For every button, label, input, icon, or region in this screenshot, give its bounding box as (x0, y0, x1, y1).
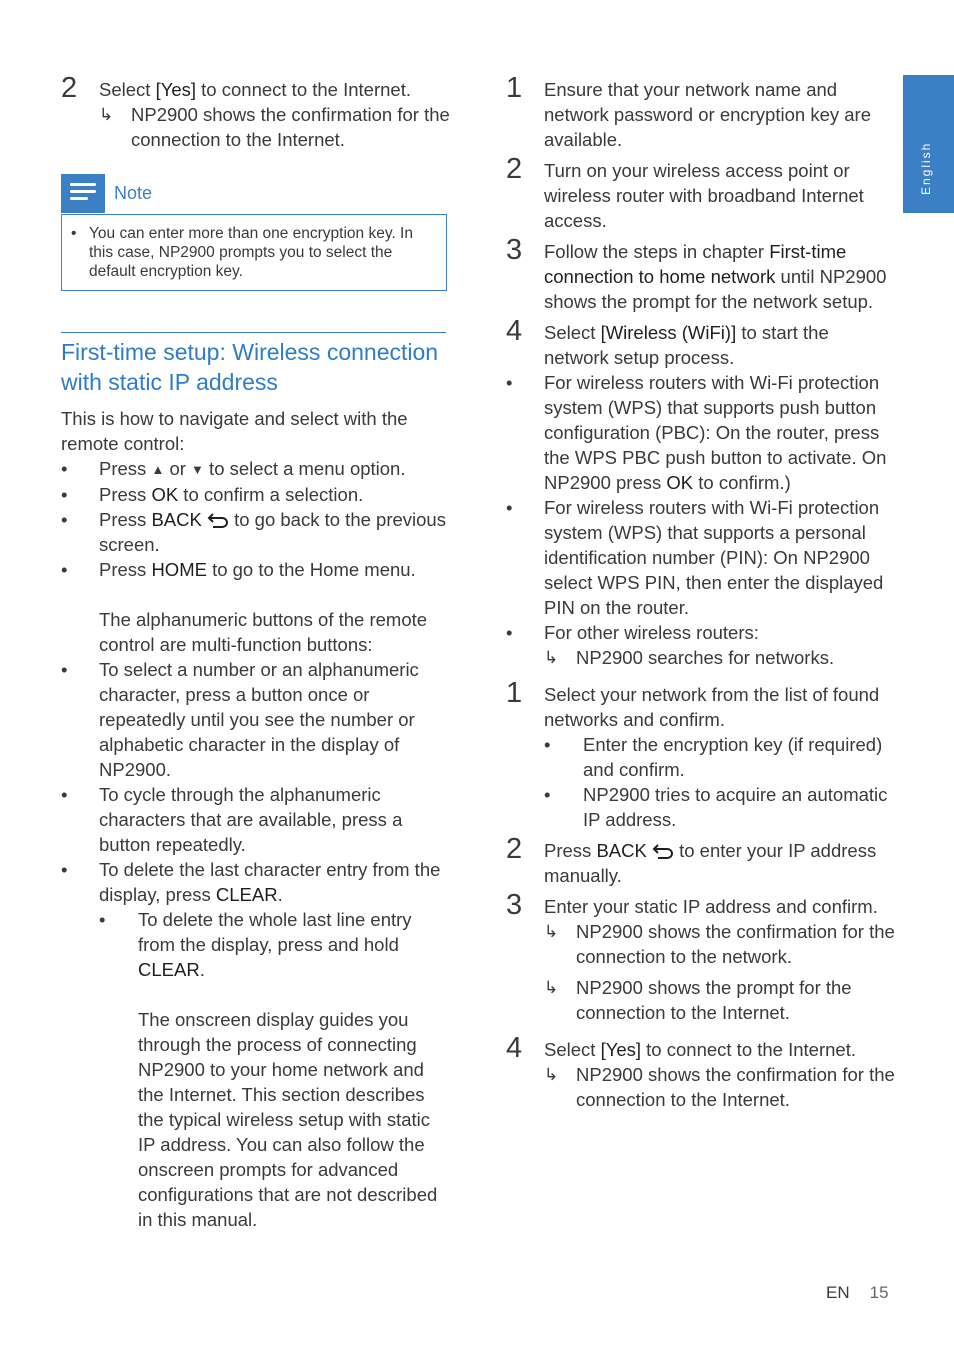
home-key: HOME (151, 559, 207, 580)
step-1-select-network: 1 Select your network from the list of found networks and confirm. • Enter the encryption key (if required) and confirm. • NP2900 tries to acquire an automatic IP address. (506, 682, 896, 832)
ok-key: OK (151, 484, 179, 505)
nav-item-select: • Press ▲ or ▼ to select a menu option. (61, 458, 406, 479)
step-1-ensure-credentials: 1 Ensure that your network name and network password or encryption key are available. (506, 72, 871, 150)
bullet-icon: • (61, 484, 68, 505)
option-wps-pbc: • For wireless routers with Wi-Fi protection system (WPS) that supports push button configuration (PBC): On the router, press the WPS PBC push button to activate. On NP2900 press OK to confirm.) (506, 372, 887, 493)
step-4-connect-internet: 4 Select [Yes] to connect to the Internet. ↳ NP2900 shows the confirmation for the connection to the Internet. (506, 1032, 895, 1110)
step-2-connect-internet: 2 Select [Yes] to connect to the Internet. ↳ NP2900 shows the confirmation for the connection to the Internet. (61, 77, 484, 152)
bullet-icon: • (544, 784, 551, 805)
back-icon (652, 843, 674, 859)
alnum-item-delete: • To delete the last character entry from the display, press CLEAR. • To delete the whole last line entry from the display, press and hold CLEAR. The onscreen display guides you through the process of connecting NP2900 to your home network and the Internet. This section describes the typical wireless setup with static IP address. You can also follow the onscreen prompts for advanced configurations that are not described in this manual. (61, 857, 446, 1232)
nav-item-back: • Press BACK to go back to the previous screen. (61, 509, 446, 555)
footer-language: EN (826, 1283, 850, 1302)
bullet-icon: • (61, 659, 68, 680)
step-number: 2 (61, 72, 78, 104)
note-header (61, 174, 447, 214)
page-footer (826, 1280, 889, 1305)
note-label: Note (114, 183, 153, 203)
step-3-enter-static-ip: 3 Enter your static IP address and confirm. ↳ NP2900 shows the confirmation for the connection to the network. ↳ NP2900 shows the prompt for the connection to the Internet. (506, 889, 895, 1023)
bullet-icon: • (71, 225, 77, 242)
yes-option: [Yes] (600, 1039, 642, 1060)
step-result: ↳ NP2900 shows the prompt for the connection to the Internet. (544, 977, 852, 1023)
language-tab-label: English (919, 141, 933, 195)
step-number: 2 (506, 153, 523, 185)
step-2-press-back: 2 Press BACK to enter your IP address manually. (506, 833, 877, 886)
step-number: 2 (506, 833, 523, 865)
ok-key: OK (666, 472, 694, 493)
alnum-subitem-delete-line: • To delete the whole last line entry from the display, press and hold CLEAR. The onscreen display guides you through the process of connecting NP2900 to your home network and the Internet. This section describes the typical wireless setup with static IP address. You can also follow the onscreen prompts for advanced configurations that are not described in this manual. (99, 907, 446, 1232)
step-number: 1 (506, 72, 523, 104)
result-arrow-icon: ↳ (544, 978, 559, 997)
down-arrow-icon: ▼ (191, 462, 204, 477)
nav-item-home: • Press HOME to go to the Home menu. (61, 559, 416, 580)
step-result: ↳ NP2900 shows the confirmation for the connection to the Internet. (544, 1064, 895, 1110)
left-body (61, 406, 446, 1232)
back-key: BACK (151, 509, 202, 530)
subitem-acquire-ip: • NP2900 tries to acquire an automatic IP address. (544, 784, 888, 830)
bullet-icon: • (61, 559, 68, 580)
clear-key: CLEAR (215, 884, 278, 905)
step-number: 3 (506, 234, 523, 266)
yes-option: [Yes] (155, 79, 197, 100)
result-arrow-icon: ↳ (99, 105, 114, 124)
onscreen-guide-text: The onscreen display guides you through the process of connecting NP2900 to your home network and the Internet. This section describes the typical wireless setup with static IP address. You can also follow the onscreen prompts for advanced configurations that are not described in this manual. (138, 1009, 438, 1230)
alnum-intro: The alphanumeric buttons of the remote control are multi-function buttons: (99, 609, 428, 655)
option-result: ↳ NP2900 searches for networks. (544, 647, 835, 668)
bullet-icon: • (61, 784, 68, 805)
nav-item-ok: • Press OK to confirm a selection. (61, 484, 364, 505)
page-number: 15 (869, 1283, 889, 1302)
bullet-icon: • (506, 372, 513, 393)
bullet-icon: • (506, 622, 513, 643)
note-box (61, 174, 447, 291)
section-heading: First-time setup: Wireless connection with static IP address (61, 332, 446, 397)
bullet-icon: • (61, 859, 68, 880)
bullet-icon: • (544, 734, 551, 755)
back-icon (207, 512, 229, 528)
alnum-item-select: • To select a number or an alphanumeric character, press a button once or repeatedly until you see the number or alphabetic character in the display of NP2900. (61, 659, 419, 780)
bullet-icon: • (61, 458, 68, 479)
step-result: ↳ NP2900 shows the confirmation for the connection to the Internet. (99, 104, 450, 150)
result-arrow-icon: ↳ (544, 648, 559, 667)
step-3-follow-chapter: 3 Follow the steps in chapter First-time connection to home network until NP2900 shows the prompt for the network setup. (506, 234, 887, 312)
bullet-icon: • (99, 909, 106, 930)
step-result: ↳ NP2900 shows the confirmation for the connection to the network. (544, 921, 895, 967)
back-key: BACK (596, 840, 647, 861)
intro-text: This is how to navigate and select with the remote control: (61, 408, 408, 454)
bullet-icon: • (506, 497, 513, 518)
subitem-encryption-key: • Enter the encryption key (if required) and confirm. (544, 734, 883, 780)
note-content: • You can enter more than one encryption key. In this case, NP2900 prompts you to select the default encryption key. (61, 214, 447, 291)
right-column (506, 72, 896, 1112)
step-4-select-wireless: 4 Select [Wireless (WiFi)] to start the network setup process. (506, 315, 829, 368)
step-2-turn-on-router: 2 Turn on your wireless access point or wireless router with broadband Internet access. (506, 153, 864, 231)
option-wps-pin: • For wireless routers with Wi-Fi protection system (WPS) that supports a personal identification number (PIN): On NP2900 select WPS PIN, then enter the displayed PIN on the router. (506, 497, 884, 618)
alnum-item-cycle: • To cycle through the alphanumeric characters that are available, press a button repeatedly. (61, 784, 403, 855)
chapter-reference: First-time connection to home network (544, 241, 847, 287)
language-tab (903, 75, 954, 213)
note-icon (61, 174, 105, 213)
wireless-option: [Wireless (WiFi)] (600, 322, 737, 343)
up-arrow-icon: ▲ (151, 462, 165, 477)
step-number: 4 (506, 315, 523, 347)
step-number: 4 (506, 1032, 523, 1064)
result-arrow-icon: ↳ (544, 1065, 559, 1084)
step-number: 3 (506, 889, 523, 921)
result-arrow-icon: ↳ (544, 922, 559, 941)
clear-key: CLEAR (138, 959, 200, 980)
option-other-routers: • For other wireless routers: ↳ NP2900 searches for networks. (506, 620, 896, 670)
bullet-icon: • (61, 509, 68, 530)
step-number: 1 (506, 677, 523, 709)
